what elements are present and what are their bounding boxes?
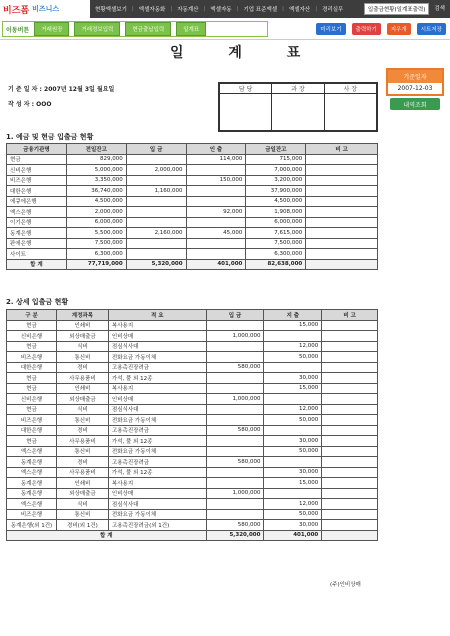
table-cell[interactable]: 580,000 [206,362,264,373]
table-cell[interactable]: 사무용품비 [56,436,108,447]
table-cell[interactable] [126,196,186,207]
logo-main: 비즈폼 [3,5,30,16]
table-cell[interactable]: 식비 [56,341,108,352]
column-header: 전일잔고 [66,144,126,155]
table-cell[interactable] [206,404,264,415]
table-cell[interactable]: 통신비 [56,446,108,457]
table-cell[interactable]: 엑스은행 [7,467,57,478]
daily-sheet-button[interactable]: 일계표 [176,22,206,36]
table-cell[interactable]: 점심식사대 [108,341,206,352]
table-cell[interactable] [264,425,322,436]
table-cell[interactable]: 580,000 [206,425,264,436]
sign-header-manager: 과 장 [272,84,324,94]
table-cell[interactable]: 비즈은행 [7,352,57,363]
eraser-button[interactable]: 지우개 [387,23,411,35]
table-cell[interactable]: 45,000 [186,228,246,239]
table-cell[interactable]: 30,000 [264,467,322,478]
nav-item[interactable]: 기업 표준엑셀 [243,7,278,13]
table-cell[interactable] [206,341,264,352]
inquiry-button[interactable]: 내역조회 [390,98,440,110]
nav-separator: | [236,6,239,12]
table-cell[interactable]: 현금 [7,436,57,447]
table-cell[interactable]: 현금 [7,373,57,384]
table-cell[interactable]: 인비상매 [108,488,206,499]
table-cell[interactable] [322,457,378,468]
table-cell[interactable] [264,488,322,499]
table-cell[interactable]: 식비 [56,499,108,510]
table-cell[interactable]: 고용촉진장려금 [108,362,206,373]
search-button[interactable]: 검색 [434,6,445,12]
table-row [7,186,378,197]
table-cell[interactable]: 대한은행 [7,186,67,197]
sign-cell[interactable] [220,94,272,131]
table-cell[interactable]: 5,500,000 [66,228,126,239]
column-header: 계정과목 [56,310,108,321]
table-cell[interactable] [306,217,378,228]
table-cell[interactable]: 엑스은행 [7,499,57,510]
table-cell[interactable] [206,383,264,394]
table-row [7,217,378,228]
total-deposit: 5,320,000 [206,530,264,541]
table-row [7,404,378,415]
header-row [7,310,378,321]
top-nav [90,5,348,13]
table-cell[interactable] [322,373,378,384]
table-cell[interactable]: 대한은행 [7,425,57,436]
table-cell[interactable]: 1,908,000 [246,207,306,218]
table-cell[interactable] [322,352,378,363]
table-cell[interactable]: 복사용지 [108,320,206,331]
nav-item[interactable]: 자동계산 [177,7,199,13]
table-cell[interactable]: 3,200,000 [246,175,306,186]
table-cell[interactable]: 경비(외 1건) [56,520,108,531]
table-cell[interactable] [306,154,378,165]
table-cell[interactable]: 동계은행 [7,228,67,239]
sign-cell[interactable] [324,94,376,131]
table-cell[interactable]: 2,000,000 [126,165,186,176]
table-cell[interactable] [264,394,322,405]
table-row [7,228,378,239]
table-cell[interactable]: 에큐에은행 [7,196,67,207]
table-cell[interactable]: 인쇄비 [56,383,108,394]
table-cell[interactable]: 동계은행 [7,478,57,489]
table-row [7,499,378,510]
table-cell[interactable]: 인비상매 [108,331,206,342]
table-cell[interactable] [322,446,378,457]
table-cell[interactable]: 7,615,000 [246,228,306,239]
print-button[interactable]: 출력하기 [352,23,381,35]
table-cell[interactable] [206,415,264,426]
table-row [7,373,378,384]
table-cell[interactable]: 829,000 [66,154,126,165]
table-cell[interactable]: 3,350,000 [66,175,126,186]
table-cell[interactable] [264,457,322,468]
writer-value: OOO [36,101,52,108]
top-nav-bar [0,0,450,18]
table-cell[interactable]: 신비은행 [7,394,57,405]
table-cell[interactable]: 대한은행 [7,362,57,373]
nav-separator: | [203,6,206,12]
total-cell: 82,638,000 [246,259,306,270]
table-cell[interactable]: 점심식사대 [108,404,206,415]
table-cell[interactable]: 신비은행 [7,165,67,176]
table-cell[interactable]: 1,160,000 [126,186,186,197]
header-row [7,144,378,155]
table-cell[interactable] [322,478,378,489]
column-header: 인 출 [186,144,246,155]
table-cell[interactable] [322,520,378,531]
table-cell[interactable] [306,207,378,218]
column-header: 지 출 [264,310,322,321]
table-cell[interactable]: 이기은행 [7,217,67,228]
table-cell[interactable]: 36,740,000 [66,186,126,197]
sign-header-staff: 담 당 [220,84,272,94]
table-cell[interactable]: 외상매출금 [56,394,108,405]
logo-sub: 비즈니스 [32,5,60,13]
table-cell[interactable]: 복사용지 [108,383,206,394]
table-cell[interactable]: 580,000 [206,520,264,531]
table-cell[interactable] [126,207,186,218]
table-cell[interactable] [206,467,264,478]
table-cell[interactable] [322,499,378,510]
table-cell[interactable]: 판에은행 [7,238,67,249]
table-cell[interactable]: 50,000 [264,352,322,363]
table-cell[interactable]: 1,000,000 [206,394,264,405]
table-cell[interactable]: 사무용품비 [56,373,108,384]
table-cell[interactable]: 현금 [7,341,57,352]
table-cell[interactable]: 6,000,000 [66,217,126,228]
table-cell[interactable]: 30,000 [264,436,322,447]
table-row [7,467,378,478]
table-cell[interactable]: 가석, 풀 외 12종 [108,467,206,478]
table-row [7,362,378,373]
table-cell[interactable]: 50,000 [264,446,322,457]
table-row [7,238,378,249]
table-cell[interactable]: 15,000 [264,383,322,394]
table-row [7,394,378,405]
table-cell[interactable] [186,238,246,249]
table-cell[interactable]: 6,300,000 [246,249,306,260]
table-cell[interactable] [206,509,264,520]
table-cell[interactable]: 동계은행 [7,488,57,499]
table-cell[interactable]: 5,000,000 [66,165,126,176]
table-cell[interactable]: 인쇄비 [56,478,108,489]
table-cell[interactable]: 2,000,000 [66,207,126,218]
total-cell: 401,000 [186,259,246,270]
table-cell[interactable]: 경비 [56,457,108,468]
detail-table [6,309,378,541]
column-header: 입 금 [206,310,264,321]
table-cell[interactable]: 현금 [7,154,67,165]
table-cell[interactable]: 엑스은행 [7,207,67,218]
table-cell[interactable] [322,383,378,394]
table-cell[interactable]: 15,000 [264,478,322,489]
table-cell[interactable]: 복사용지 [108,478,206,489]
column-header: 구 분 [7,310,57,321]
table-cell[interactable]: 6,000,000 [246,217,306,228]
table-cell[interactable]: 현금 [7,383,57,394]
table-cell[interactable]: 12,000 [264,404,322,415]
cash-input-button[interactable]: 현금출납입력 [125,22,171,36]
total-note [322,530,378,541]
table-cell[interactable]: 통신비 [56,509,108,520]
table-cell[interactable]: 15,000 [264,320,322,331]
table-cell[interactable] [186,249,246,260]
nav-item[interactable]: 엑셀자산 [288,7,311,13]
total-cell: 합 계 [7,259,67,270]
table-cell[interactable] [306,228,378,239]
table-row [7,520,378,531]
table-row [7,165,378,176]
date-label: 기 준 일 자 : [8,86,42,93]
table-cell[interactable] [322,362,378,373]
table-row [7,488,378,499]
table-row [7,509,378,520]
table-cell[interactable] [306,186,378,197]
table-cell[interactable] [322,425,378,436]
table-cell[interactable]: 전화요금 가동이체 [108,352,206,363]
section1-title: 1. 예금 및 현금 입출금 현황 [6,133,94,141]
table-cell[interactable] [186,186,246,197]
table-cell[interactable] [206,499,264,510]
table-cell[interactable] [322,394,378,405]
sign-cell[interactable] [272,94,324,131]
table-cell[interactable]: 12,000 [264,341,322,352]
sign-header-ceo: 사 장 [324,84,376,94]
section2-title: 2. 상세 입출금 현황 [6,298,69,306]
table-cell[interactable]: 가석, 풀 외 12종 [108,373,206,384]
nav-item[interactable]: 엑셀자동화 [138,7,166,13]
table-row [7,249,378,260]
nav-item[interactable]: 현황엑셀보기 [95,7,127,13]
table-cell[interactable] [206,446,264,457]
table-cell[interactable]: 인비상매 [108,394,206,405]
table-cell[interactable] [322,341,378,352]
table-cell[interactable] [126,154,186,165]
table-cell[interactable]: 고용촉진장려금 [108,457,206,468]
table-cell[interactable] [206,320,264,331]
table-cell[interactable]: 7,500,000 [66,238,126,249]
table-cell[interactable]: 통신비 [56,352,108,363]
date-value: 2007년 12월 3일 월요일 [44,86,115,93]
total-cell: 5,320,000 [126,259,186,270]
table-cell[interactable]: 580,000 [206,457,264,468]
table-cell[interactable]: 점심식사대 [108,499,206,510]
table-cell[interactable]: 4,500,000 [246,196,306,207]
total-cell: 77,719,000 [66,259,126,270]
table-cell[interactable] [322,488,378,499]
table-row [7,341,378,352]
table-cell[interactable] [322,415,378,426]
table-row [7,352,378,363]
table-cell[interactable]: 신비은행 [7,331,57,342]
table-cell[interactable] [126,217,186,228]
nav-separator: | [315,6,318,12]
move-group-label: 이동버튼 [6,26,30,34]
nav-separator: | [131,6,134,12]
table-cell[interactable]: 외상매출금 [56,488,108,499]
footnote: (주)인비상매 [330,582,361,588]
table-row [7,457,378,468]
table-cell[interactable]: 50,000 [264,509,322,520]
table-cell[interactable]: 4,500,000 [66,196,126,207]
table-cell[interactable] [206,478,264,489]
nav-item[interactable]: 경리실무 [322,7,344,13]
table-cell[interactable]: 경비 [56,362,108,373]
column-header: 적 요 [108,310,206,321]
table-cell[interactable]: 고용촉진장려금(외 1건) [108,520,206,531]
writer-label: 작 성 자 : [8,101,35,108]
table-cell[interactable] [322,404,378,415]
table-cell[interactable]: 동계은행(외 1건) [7,520,57,531]
table-cell[interactable]: 7,000,000 [246,165,306,176]
table-cell[interactable]: 가석, 풀 외 12종 [108,436,206,447]
table-cell[interactable] [306,249,378,260]
preview-button[interactable]: 미리보기 [316,23,345,35]
deposit-summary-table [6,143,378,270]
table-cell[interactable]: 12,000 [264,499,322,510]
table-cell[interactable]: 식비 [56,404,108,415]
table-cell[interactable] [306,165,378,176]
total-cell [306,259,378,270]
table-cell[interactable] [206,436,264,447]
table-cell[interactable]: 비즈은행 [7,415,57,426]
table-row [7,478,378,489]
total-expense: 401,000 [264,530,322,541]
table-row [7,154,378,165]
table-cell[interactable]: 7,500,000 [246,238,306,249]
table-cell[interactable]: 전화요금 가동이체 [108,415,206,426]
nav-item[interactable]: 엑셀자동 [210,7,232,13]
table-row [7,436,378,447]
table-row [7,425,378,436]
table-cell[interactable] [126,175,186,186]
table-cell[interactable]: 고용촉진장려금 [108,425,206,436]
table-cell[interactable]: 현금 [7,320,57,331]
table-cell[interactable]: 92,000 [186,207,246,218]
table-cell[interactable] [306,196,378,207]
table-cell[interactable]: 715,000 [246,154,306,165]
toolbar [0,18,450,40]
column-header: 비 고 [322,310,378,321]
table-cell[interactable]: 30,000 [264,373,322,384]
table-cell[interactable] [322,509,378,520]
table-cell[interactable]: 30,000 [264,520,322,531]
table-cell[interactable] [186,217,246,228]
table-cell[interactable] [126,238,186,249]
table-row [7,415,378,426]
table-cell[interactable] [264,331,322,342]
table-row [7,446,378,457]
table-cell[interactable]: 1,000,000 [206,331,264,342]
approval-box [218,82,378,132]
table-cell[interactable]: 비즈은행 [7,175,67,186]
column-header: 입 금 [126,144,186,155]
column-header: 금융기관명 [7,144,67,155]
logo[interactable] [0,0,90,18]
save-sheet-button[interactable]: 시트저장 [417,23,446,35]
nav-separator: | [170,6,173,12]
table-cell[interactable] [322,467,378,478]
table-cell[interactable]: 114,000 [186,154,246,165]
column-header: 비 고 [306,144,378,155]
table-cell[interactable] [306,238,378,249]
table-cell[interactable]: 150,000 [186,175,246,186]
table-cell[interactable] [206,352,264,363]
table-cell[interactable]: 2,160,000 [126,228,186,239]
table-cell[interactable]: 인쇄비 [56,320,108,331]
total-row [7,530,378,541]
page-title: 일 계 표 [170,45,321,61]
column-header: 금일잔고 [246,144,306,155]
table-cell[interactable]: 50,000 [264,415,322,426]
table-cell[interactable] [306,175,378,186]
table-cell[interactable]: 외상매출금 [56,331,108,342]
table-cell[interactable] [322,320,378,331]
table-cell[interactable]: 37,900,000 [246,186,306,197]
table-cell[interactable]: 사이트 [7,249,67,260]
table-cell[interactable]: 사무용품비 [56,467,108,478]
table-cell[interactable]: 1,000,000 [206,488,264,499]
table-row [7,175,378,186]
search-input[interactable]: 입출금현황(일계표출력) [364,3,429,15]
nav-separator: | [282,6,284,12]
table-cell[interactable]: 비즈은행 [7,509,57,520]
total-label: 합 계 [7,530,207,541]
table-cell[interactable]: 6,300,000 [66,249,126,260]
transaction-input-button[interactable]: 거래정보입력 [74,22,120,36]
table-cell[interactable] [186,196,246,207]
table-cell[interactable]: 전화요금 가동이체 [108,446,206,457]
table-cell[interactable] [126,249,186,260]
table-row [7,320,378,331]
base-date-label: 기준일자 [388,70,442,83]
table-cell[interactable]: 통신비 [56,415,108,426]
table-cell[interactable]: 전화요금 가동이체 [108,509,206,520]
table-cell[interactable]: 현금 [7,404,57,415]
base-date-box [386,68,444,96]
table-cell[interactable] [322,331,378,342]
table-cell[interactable] [206,373,264,384]
table-cell[interactable]: 엑스은행 [7,446,57,457]
table-cell[interactable] [186,165,246,176]
table-cell[interactable] [264,362,322,373]
base-date-input[interactable]: 2007-12-03 [397,85,433,92]
table-row [7,207,378,218]
table-row [7,383,378,394]
total-row [7,259,378,270]
ledger-button[interactable]: 거래원장 [34,22,69,36]
table-row [7,331,378,342]
table-row [7,196,378,207]
move-button-group [2,21,268,37]
table-cell[interactable]: 경비 [56,425,108,436]
table-cell[interactable] [322,436,378,447]
table-cell[interactable]: 동계은행 [7,457,57,468]
doc-meta [8,84,114,114]
